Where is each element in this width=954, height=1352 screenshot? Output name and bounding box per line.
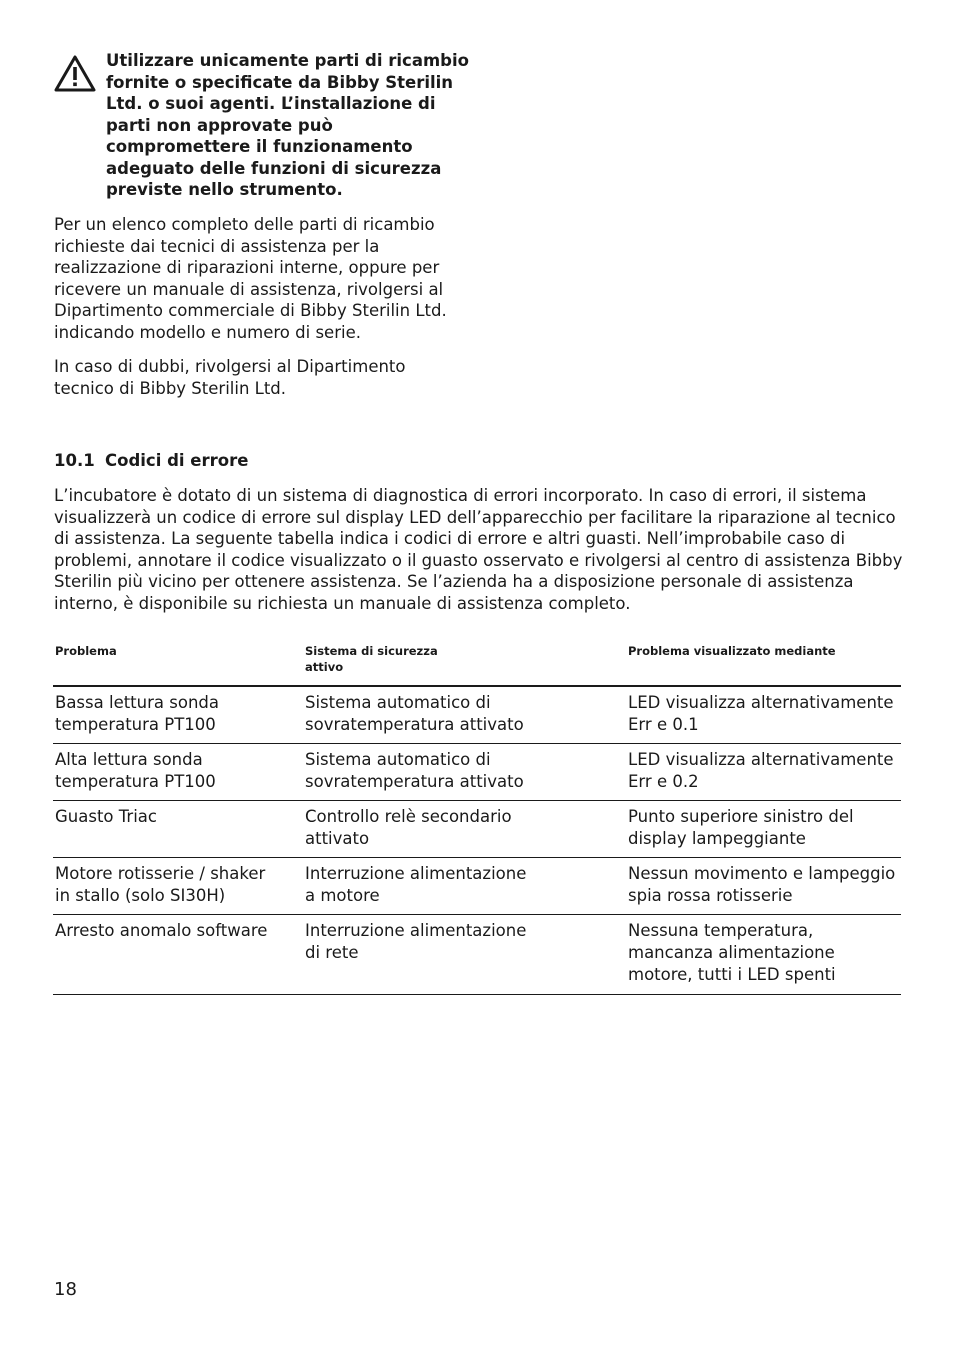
header-problem: Problema [53, 640, 303, 686]
cell-safety-system: Interruzione alimentazione di rete [303, 915, 626, 995]
cell-problem: Motore rotisserie / shaker in stallo (solo SI30H) [53, 858, 303, 915]
cell-safety-system: Sistema automatico di sovratemperatura attivato [303, 686, 626, 744]
cell-safety-system: Controllo relè secondario attivato [303, 801, 626, 858]
contact-paragraph: In caso di dubbi, rivolgersi al Dipartimento tecnico di Bibby Sterilin Ltd. [54, 357, 406, 398]
error-codes-table [53, 640, 901, 995]
section-title: Codici di errore [105, 451, 249, 470]
cell-display: LED visualizza alternativamente Err e 0.2 [626, 744, 901, 801]
section-number: 10.1 [54, 451, 95, 470]
cell-problem: Arresto anomalo software [53, 915, 303, 995]
header-safety-system: Sistema di sicurezza attivo [303, 640, 626, 686]
cell-problem: Guasto Triac [53, 801, 303, 858]
header-display: Problema visualizzato mediante [626, 640, 901, 686]
cell-safety-system: Sistema automatico di sovratemperatura attivato [303, 744, 626, 801]
cell-display: Punto superiore sinistro del display lampeggiante [626, 801, 901, 858]
spare-parts-paragraph: Per un elenco completo delle parti di ricambio richieste dai tecnici di assistenza per la realizzazione di riparazioni interne, oppure per ricevere un manuale di assistenza, rivolgersi al Dipartimento commerciale di Bibby Sterilin Ltd. indicando modello e numero di serie. [54, 215, 447, 342]
cell-display: LED visualizza alternativamente Err e 0.1 [626, 686, 901, 744]
warning-triangle-icon [54, 55, 96, 93]
cell-display: Nessun movimento e lampeggio spia rossa rotisserie [626, 858, 901, 915]
section-heading [54, 450, 248, 472]
table-row [53, 858, 901, 915]
table-row [53, 744, 901, 801]
table-row [53, 801, 901, 858]
warning-text: Utilizzare unicamente parti di ricambio fornite o specificate da Bibby Sterilin Ltd. o suoi agenti. L’installazione di parti non approvate può compromettere il funzionamento adeguato delle funzioni di sicurezza previste nello strumento. [106, 51, 469, 199]
cell-problem: Bassa lettura sonda temperatura PT100 [53, 686, 303, 744]
table-row [53, 915, 901, 995]
table-row [53, 686, 901, 744]
cell-problem: Alta lettura sonda temperatura PT100 [53, 744, 303, 801]
section-intro: L’incubatore è dotato di un sistema di diagnostica di errori incorporato. In caso di errori, il sistema visualizzerà un codice di errore sul display LED dell’apparecchio per facilitare la riparazione al tecnico di assistenza. La seguente tabella indica i codici di errore e altri guasti. Nell’improbabile caso di problemi, annotare il codice visualizzato o il guasto osservato e rivolgersi al centro di assistenza Bibby Sterilin più vicino per ottenere assistenza. Se l’azienda ha a disposizione personale di assistenza interno, è disponibile su richiesta un manuale di assistenza completo. [54, 486, 903, 613]
table-header-row [53, 640, 901, 686]
page-number: 18 [54, 1279, 77, 1300]
cell-display: Nessuna temperatura, mancanza alimentazione motore, tutti i LED spenti [626, 915, 901, 995]
cell-safety-system: Interruzione alimentazione a motore [303, 858, 626, 915]
